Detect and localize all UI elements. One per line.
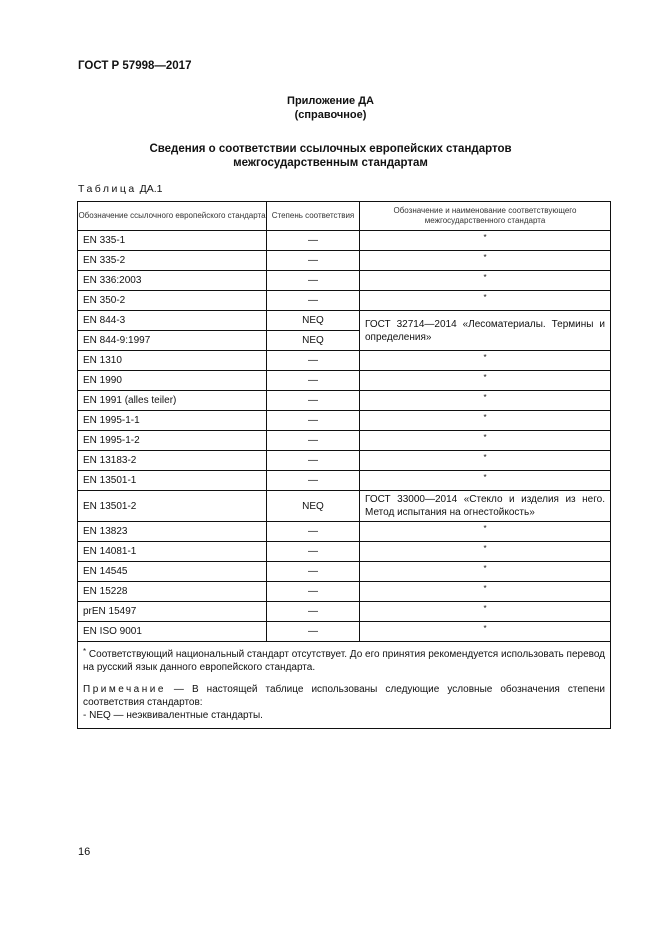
cell-interstate xyxy=(360,582,611,602)
page-number: 16 xyxy=(78,846,91,858)
cell-degree: NEQ xyxy=(267,491,360,522)
table-row xyxy=(78,391,611,411)
cell-standard: EN 1991 (alles teiler) xyxy=(78,391,267,411)
table-row xyxy=(78,411,611,431)
cell-degree: — xyxy=(267,602,360,622)
appendix-title: Приложение ДА xyxy=(287,95,374,107)
cell-interstate xyxy=(360,451,611,471)
cell-standard: EN 1995-1-1 xyxy=(78,411,267,431)
table-footer-row xyxy=(78,642,611,729)
cell-interstate xyxy=(360,622,611,642)
footnote-mark: * xyxy=(483,473,487,482)
cell-interstate xyxy=(360,351,611,371)
cell-degree: — xyxy=(267,582,360,602)
table-row xyxy=(78,522,611,542)
cell-standard: EN 335-2 xyxy=(78,251,267,271)
table-label-prefix: Таблица xyxy=(78,183,137,195)
cell-interstate xyxy=(360,562,611,582)
cell-standard: EN 1990 xyxy=(78,371,267,391)
document-number: ГОСТ Р 57998—2017 xyxy=(78,60,192,72)
cell-interstate: ГОСТ 32714—2014 «Лесоматериалы. Термины и определения» xyxy=(360,311,611,351)
footnote-mark: * xyxy=(483,293,487,302)
cell-standard: EN 13823 xyxy=(78,522,267,542)
footnote-mark: * xyxy=(483,373,487,382)
footnote-mark: * xyxy=(483,393,487,402)
cell-degree: — xyxy=(267,391,360,411)
cell-standard: EN 13501-2 xyxy=(78,491,267,522)
footnote-mark: * xyxy=(483,564,487,573)
footnote-mark: * xyxy=(483,233,487,242)
table-footnote-cell xyxy=(78,642,611,729)
cell-interstate xyxy=(360,431,611,451)
table-row xyxy=(78,451,611,471)
cell-standard: EN ISO 9001 xyxy=(78,622,267,642)
table-row xyxy=(78,602,611,622)
title-line-2: межгосударственным стандартам xyxy=(233,157,428,169)
table-row xyxy=(78,471,611,491)
cell-degree: — xyxy=(267,411,360,431)
footnote-mark: * xyxy=(483,604,487,613)
cell-degree: — xyxy=(267,291,360,311)
cell-standard: EN 14545 xyxy=(78,562,267,582)
table-row xyxy=(78,491,611,522)
table-row xyxy=(78,291,611,311)
cell-interstate xyxy=(360,371,611,391)
table-row xyxy=(78,231,611,251)
footnote-mark: * xyxy=(483,353,487,362)
table-label xyxy=(78,183,162,195)
cell-interstate xyxy=(360,411,611,431)
cell-interstate xyxy=(360,231,611,251)
cell-interstate xyxy=(360,542,611,562)
cell-standard: EN 336:2003 xyxy=(78,271,267,291)
cell-interstate xyxy=(360,602,611,622)
cell-standard: EN 1995-1-2 xyxy=(78,431,267,451)
cell-degree: — xyxy=(267,622,360,642)
footnote-mark: * xyxy=(483,453,487,462)
table-row xyxy=(78,562,611,582)
table-row xyxy=(78,271,611,291)
cell-standard: EN 350-2 xyxy=(78,291,267,311)
cell-standard: EN 844-3 xyxy=(78,311,267,331)
appendix-heading xyxy=(0,94,661,122)
cell-interstate xyxy=(360,271,611,291)
table-header-row xyxy=(78,202,611,231)
cell-standard: prEN 15497 xyxy=(78,602,267,622)
note-item: - NEQ — неэквивалентные стандарты. xyxy=(83,710,263,721)
table-row xyxy=(78,251,611,271)
cell-standard: EN 15228 xyxy=(78,582,267,602)
cell-degree: — xyxy=(267,522,360,542)
cell-standard: EN 13183-2 xyxy=(78,451,267,471)
cell-interstate xyxy=(360,251,611,271)
cell-interstate xyxy=(360,291,611,311)
column-header-standard: Обозначение ссылочного европейского стандарта xyxy=(78,202,267,231)
page-title xyxy=(0,142,661,170)
footnote-mark: * xyxy=(483,253,487,262)
footnote-text: Соответствующий национальный стандарт отсутствует. До его принятия рекомендуется использовать перевод на русский язык данного европейского стандарта. xyxy=(83,649,606,673)
table-row xyxy=(78,431,611,451)
cell-degree: — xyxy=(267,351,360,371)
cell-degree: NEQ xyxy=(267,311,360,331)
table-row xyxy=(78,311,611,331)
cell-degree: — xyxy=(267,562,360,582)
footnote-paragraph xyxy=(83,648,605,674)
table-row xyxy=(78,622,611,642)
table-row xyxy=(78,371,611,391)
cell-standard: EN 1310 xyxy=(78,351,267,371)
cell-degree: — xyxy=(267,271,360,291)
cell-interstate xyxy=(360,471,611,491)
cell-degree: — xyxy=(267,231,360,251)
note-paragraph xyxy=(83,683,605,709)
cell-degree: — xyxy=(267,451,360,471)
cell-interstate: ГОСТ 33000—2014 «Стекло и изделия из него. Метод испытания на огнестойкость» xyxy=(360,491,611,522)
footnote-mark: * xyxy=(483,433,487,442)
column-header-interstate: Обозначение и наименование соответствующего межгосударственного стандарта xyxy=(360,202,611,231)
cell-degree: — xyxy=(267,471,360,491)
cell-degree: NEQ xyxy=(267,331,360,351)
footnote-mark: * xyxy=(483,544,487,553)
table-row xyxy=(78,542,611,562)
table-row xyxy=(78,351,611,371)
cell-interstate xyxy=(360,391,611,411)
cell-degree: — xyxy=(267,431,360,451)
cell-degree: — xyxy=(267,542,360,562)
cell-standard: EN 14081-1 xyxy=(78,542,267,562)
cell-standard: EN 844-9:1997 xyxy=(78,331,267,351)
footnote-mark: * xyxy=(83,647,87,656)
footnote-mark: * xyxy=(483,624,487,633)
footnote-mark: * xyxy=(483,524,487,533)
correspondence-table xyxy=(77,201,611,729)
cell-standard: EN 13501-1 xyxy=(78,471,267,491)
title-line-1: Сведения о соответствии ссылочных европейских стандартов xyxy=(149,143,512,155)
column-header-degree: Степень соответствия xyxy=(267,202,360,231)
footnote-mark: * xyxy=(483,273,487,282)
note-label: Примечание xyxy=(83,684,166,695)
table-label-id: ДА.1 xyxy=(139,183,163,195)
cell-interstate xyxy=(360,522,611,542)
table-row xyxy=(78,582,611,602)
cell-degree: — xyxy=(267,371,360,391)
cell-standard: EN 335-1 xyxy=(78,231,267,251)
note-text: — В настоящей таблице использованы следующие условные обозначения степени соответствия стандартов: xyxy=(83,684,605,708)
footnote-mark: * xyxy=(483,584,487,593)
appendix-subtitle: (справочное) xyxy=(294,109,367,121)
footnote-mark: * xyxy=(483,413,487,422)
cell-degree: — xyxy=(267,251,360,271)
